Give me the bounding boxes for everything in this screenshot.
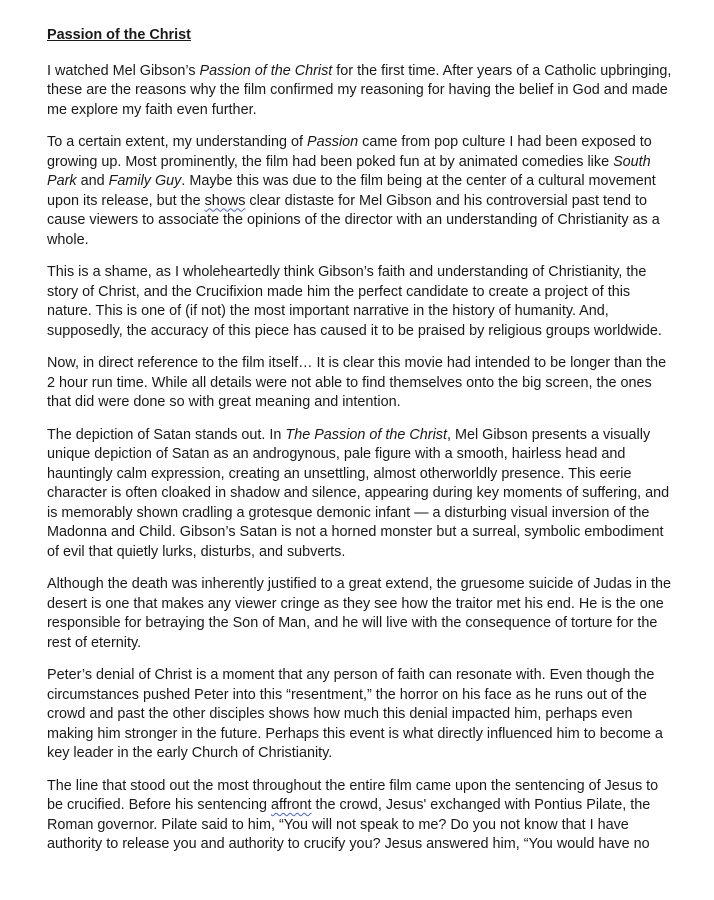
text-run: The depiction of Satan stands out. In <box>47 426 286 443</box>
document-title: Passion of the Christ <box>47 27 191 43</box>
paragraph-4: Now, in direct reference to the film itself… It is clear this movie had intended to be longer than the 2 hour run time. While all details were not able to find themselves onto the big screen, the ones that did were done so with great meaning and intention. <box>47 355 667 410</box>
paragraph-8 <box>47 777 674 855</box>
text-run: I watched Mel Gibson’s <box>47 62 200 79</box>
film-title-italic: Passion of the Christ <box>199 62 333 79</box>
paragraph-2 <box>47 133 674 250</box>
paragraph-6: Although the death was inherently justified to a great extend, the gruesome suicide of Judas in the desert is one that makes any viewer cringe as they see how the traitor met his end. He is the one responsible for betraying the Son of Man, and he will live with the consequence of torture for the rest of eternity. <box>47 576 671 651</box>
text-run: , Mel Gibson presents a visually unique depiction of Satan as an androgynous, pale figure with a smooth, hairless head and hauntingly calm expression, creating an unsettling, almost otherworldly presence. This eerie character is often cloaked in shadow and silence, appearing during key moments of suffering, and is memorably shown cradling a grotesque demonic infant — a disturbing visual inversion of the Madonna and Child. Gibson’s Satan is not a horned monster but a surreal, symbolic embodiment of evil that quietly lurks, disturbs, and subverts. <box>47 426 670 560</box>
spellcheck-flagged-word[interactable]: shows <box>204 192 246 209</box>
show-title-italic: Family Guy <box>108 173 182 189</box>
film-title-italic: The Passion of the Christ <box>285 426 447 443</box>
text-run: To a certain extent, my understanding of <box>47 134 307 150</box>
show-title-italic: South Park <box>47 153 651 189</box>
text-run: . Maybe this was due to the film being at the center of a cultural movement upon its release, but the <box>47 173 656 209</box>
text-run: clear distaste for Mel Gibson and his controversial past tend to cause viewers to associate the opinions of the director with an understanding of Christianity as a whole. <box>47 192 660 248</box>
paragraph-7: Peter’s denial of Christ is a moment that any person of faith can resonate with. Even though the circumstances pushed Peter into this “resentment,” the horror on his face as he runs out of the crowd and past the other disciples shows how much this denial impacted him, perhaps even making him stronger in the future. Perhaps this event is what directly influenced him to become a key leader in the early Church of Christianity. <box>47 667 663 761</box>
text-run: the crowd, Jesus' exchanged with Pontius Pilate, the Roman governor. Pilate said to him, “You will not speak to me? Do you not know that I have authority to release you and authority to crucify you? Jesus answered him, “You would have no <box>47 797 651 852</box>
film-title-italic: Passion <box>306 134 359 150</box>
spellcheck-flagged-word[interactable]: affront <box>270 797 312 813</box>
paragraph-3: This is a shame, as I wholeheartedly think Gibson’s faith and understanding of Christianity, the story of Christ, and the Crucifixion made him the perfect candidate to create a project of this nature. This is one of (if not) the most important narrative in the history of humanity. And, supposedly, the accuracy of this piece has caused it to be praised by religious groups worldwide. <box>47 264 662 339</box>
text-run: and <box>76 173 109 189</box>
paragraph-5 <box>47 426 674 563</box>
text-run: came from pop culture I had been exposed to growing up. Most prominently, the film had been poked fun at by animated comedies like <box>47 134 652 170</box>
text-run: for the first time. After years of a Catholic upbringing, these are the reasons why the film confirmed my reasoning for having the belief in God and made me explore my faith even further. <box>47 62 672 118</box>
text-run: The line that stood out the most throughout the entire film came upon the sentencing of Jesus to be crucified. Before his sentencing <box>47 777 659 813</box>
paragraph-1 <box>47 62 674 121</box>
